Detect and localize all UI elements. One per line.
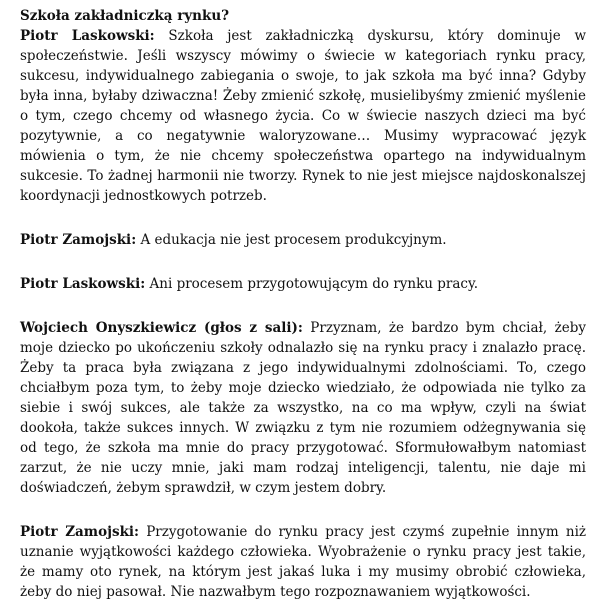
paragraph-spacer [20,250,586,274]
document-page [20,6,586,602]
paragraph-text: Przygotowanie do rynku pracy jest czymś zupełnie innym niż uznanie wyjątkowości każdego człowieka. Wyobrażenie o rynku pracy jest takie, że mamy oto rynek, na którym jest jakaś luka i my musimy obrobić człowieka, żeby do niej pasował. Nie nazwałbym tego rozpoznawaniem wyjątkowości. [20,524,586,600]
speaker-name: Piotr Laskowski: [20,28,155,44]
speaker-name: Piotr Laskowski: [20,276,146,292]
paragraph-text: Szkoła jest zakładniczką dyskursu, który dominuje w społeczeństwie. Jeśli wszyscy mówimy o świecie w kategoriach rynku pracy, sukcesu, indywidualnego zabiegania o swoje, to jak szkoła ma być inna? Gdyby była inna, byłaby dziwaczna! Żeby zmienić szkołę, musielibyśmy zmienić myślenie o tym, czego chcemy od własnego życia. Co w świecie naszych dzieci ma być pozytywnie, a co negatywnie waloryzowane… Musimy wypracować język mówienia o tym, że nie chcemy społeczeństwa opartego na indywidualnym sukcesie. To żadnej harmonii nie tworzy. Rynek to nie jest miejsce najdoskonalszej koordynacji jednostkowych potrzeb. [20,28,586,204]
paragraph-spacer [20,206,586,230]
speaker-name: Wojciech Onyszkiewicz (głos z sali): [20,320,303,336]
speaker-name: Piotr Zamojski: [20,524,140,540]
speaker-name: Piotr Zamojski: [20,232,137,248]
paragraph-laskowski-2 [20,274,586,294]
paragraph-text: A edukacja nie jest procesem produkcyjnym. [140,232,447,248]
paragraph-zamojski-1 [20,230,586,250]
paragraph-text: Ani procesem przygotowującym do rynku pracy. [149,276,479,292]
paragraph-laskowski-1 [20,26,586,206]
paragraph-text: Przyznam, że bardzo bym chciał, żeby moje dziecko po ukończeniu szkoły odnalazło się na rynku pracy i znalazło pracę. Żeby ta praca była związana z jego indywidualnymi zdolnościami. To, czego chciałbym poza tym, to żeby moje dziecko wiedziało, że odpowiada nie tylko za siebie i swój sukces, ale także za wszystko, na co ma wpływ, czyli na świat dookoła, także sukces innych. W związku z tym nie rozumiem odżegnywania się od tego, że szkoła ma mnie do pracy przygotować. Sformułowałbym natomiast zarzut, że nie uczy mnie, jaki mam rodzaj inteligencji, talentu, nie daje mi doświadczeń, żebym sprawdził, w czym jestem dobry. [20,320,586,496]
paragraph-onyszkiewicz [20,318,586,498]
paragraph-spacer [20,498,586,522]
document-title: Szkoła zakładniczką rynku? [20,8,230,24]
paragraph-spacer [20,294,586,318]
paragraph-zamojski-2 [20,522,586,602]
